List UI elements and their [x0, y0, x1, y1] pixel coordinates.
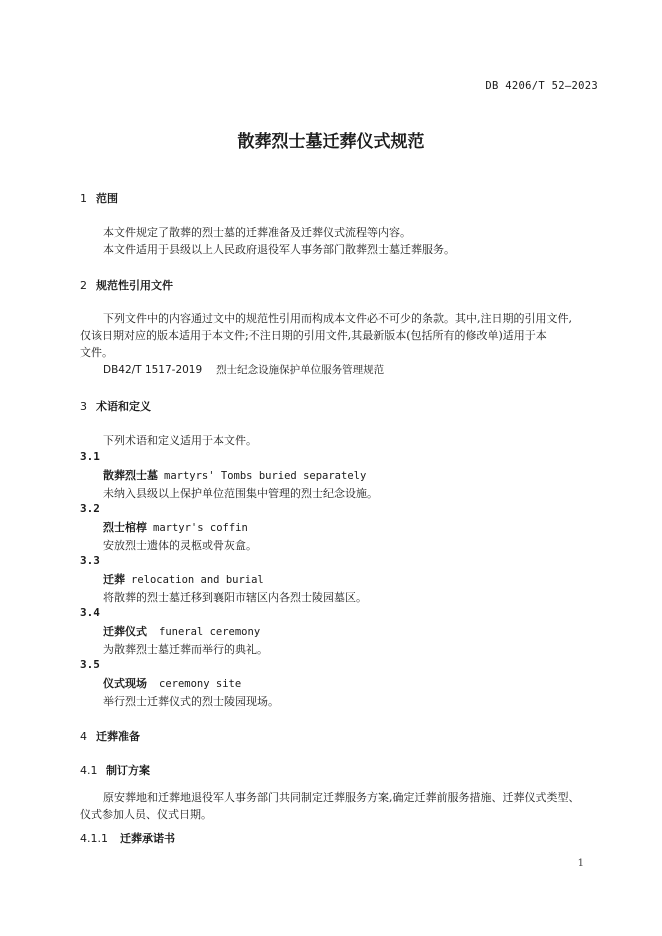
- reference-title: 烈士纪念设施保护单位服务管理规范: [216, 364, 385, 376]
- paragraph-line: 仅该日期对应的版本适用于本文件;不注日期的引用文件,其最新版本(包括所有的修改单)适用于本: [80, 329, 547, 342]
- paragraph: 本文件适用于县级以上人民政府退役军人事务部门散葬烈士墓迁葬服务。: [103, 243, 455, 256]
- term-number: 3.4: [80, 606, 100, 619]
- paragraph-line: 文件。: [80, 346, 113, 359]
- subsection-number: 4.1: [80, 764, 98, 777]
- document-title: 散葬烈士墓迁葬仪式规范: [237, 132, 425, 152]
- term-definition: 举行烈士迁葬仪式的烈士陵园现场。: [103, 695, 279, 708]
- section-4-heading: [80, 728, 140, 744]
- subsection-title: 制订方案: [106, 764, 150, 777]
- term-zh: 烈士棺椁: [103, 521, 147, 534]
- term-number: 3.3: [80, 554, 100, 567]
- term-definition: 为散葬烈士墓迁葬而举行的典礼。: [103, 643, 268, 656]
- term-definition: 未纳入县级以上保护单位范围集中管理的烈士纪念设施。: [103, 487, 378, 500]
- section-1-heading: [80, 190, 118, 206]
- term-entry: [103, 467, 366, 483]
- term-zh: 迁葬: [103, 573, 125, 586]
- paragraph: 下列术语和定义适用于本文件。: [103, 434, 257, 447]
- term-en: relocation and burial: [131, 574, 264, 586]
- term-number: 3.5: [80, 658, 100, 671]
- section-number: 1: [80, 192, 87, 205]
- subsection-title: 迁葬承诺书: [120, 832, 175, 845]
- term-en: funeral ceremony: [159, 626, 261, 638]
- term-number: 3.2: [80, 502, 100, 515]
- term-zh: 仪式现场: [103, 677, 147, 690]
- term-definition: 安放烈士遗体的灵柩或骨灰盒。: [103, 539, 257, 552]
- term-entry: [103, 519, 248, 535]
- subsection-4-1-1-heading: [80, 830, 175, 846]
- term-definition: 将散葬的烈士墓迁移到襄阳市辖区内各烈士陵园墓区。: [103, 591, 367, 604]
- subsection-number: 4.1.1: [80, 832, 108, 845]
- section-number: 2: [80, 279, 87, 292]
- term-entry: [103, 675, 241, 691]
- term-en: martyrs' Tombs buried separately: [164, 470, 367, 482]
- paragraph-line: 原安葬地和迁葬地退役军人事务部门共同制定迁葬服务方案,确定迁葬前服务措施、迁葬仪式类型、: [103, 791, 580, 804]
- normative-reference: [103, 362, 384, 377]
- term-en: martyr's coffin: [153, 522, 248, 534]
- paragraph-line: 仪式参加人员、仪式日期。: [80, 808, 212, 821]
- paragraph: 本文件规定了散葬的烈士墓的迁葬准备及迁葬仪式流程等内容。: [103, 226, 411, 239]
- section-3-heading: [80, 398, 151, 414]
- term-zh: 散葬烈士墓: [103, 469, 158, 482]
- term-number: 3.1: [80, 450, 100, 463]
- reference-code: DB42/T 1517-2019: [103, 364, 203, 376]
- paragraph-line: 下列文件中的内容通过文中的规范性引用而构成本文件必不可少的条款。其中,注日期的引用文件,: [103, 312, 572, 325]
- section-number: 3: [80, 400, 87, 413]
- section-title: 范围: [96, 192, 118, 205]
- subsection-4-1-heading: [80, 762, 150, 778]
- term-entry: [103, 571, 264, 587]
- section-2-heading: [80, 277, 173, 293]
- section-title: 规范性引用文件: [96, 279, 173, 292]
- section-title: 术语和定义: [96, 400, 151, 413]
- term-entry: [103, 623, 260, 639]
- document-code: DB 4206/T 52—2023: [485, 80, 598, 92]
- term-zh: 迁葬仪式: [103, 625, 147, 638]
- section-number: 4: [80, 730, 87, 743]
- section-title: 迁葬准备: [96, 730, 140, 743]
- page-number: 1: [577, 858, 584, 869]
- term-en: ceremony site: [159, 678, 242, 690]
